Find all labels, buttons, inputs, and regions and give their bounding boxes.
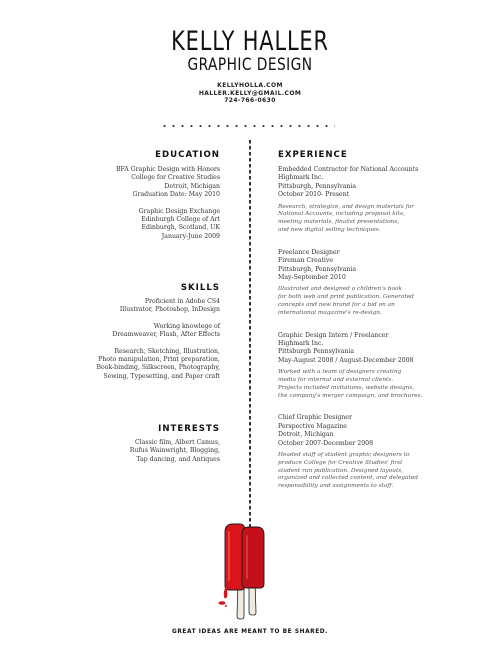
- job-title: Graphic Design Intern / Freelancer: [278, 331, 389, 339]
- job-dates: October 2010- Present: [278, 191, 350, 199]
- skill-line: Sewing, Typesetting, and Paper craft: [103, 372, 220, 380]
- skills-entry: [80, 323, 220, 340]
- interests-section: [80, 424, 220, 464]
- skills-entry: [80, 298, 220, 315]
- interest-line: Classic film, Albert Camus,: [135, 439, 220, 446]
- desc-line: produce College for Creative Studies' first: [278, 459, 403, 466]
- resume-header: [0, 28, 500, 105]
- desc-line: Worked with a team of designers creating: [278, 369, 402, 376]
- desc-line: Projects included invitations, website designs,: [278, 384, 415, 391]
- job-company: Highmark Inc.: [278, 340, 324, 348]
- job-description: [278, 452, 453, 491]
- desc-line: National Accounts, including proposal kits,: [278, 211, 405, 218]
- edu-line: BFA Graphic Design with Honors: [115, 166, 220, 173]
- interest-line: Rufus Wainwright, Blogging,: [129, 447, 220, 455]
- email-link[interactable]: HALLER.KELLY@GMAIL.COM: [198, 89, 302, 97]
- desc-line: international magazine's re-design.: [278, 309, 382, 316]
- desc-line: and new digital selling techniques.: [278, 227, 381, 234]
- desc-line: the company's merger campaign, and brochures.: [278, 392, 423, 399]
- contact-block: [0, 82, 500, 105]
- job-entry: [278, 414, 453, 491]
- skills-section: [80, 283, 220, 381]
- skill-line: Working knowlege of: [153, 322, 220, 330]
- name-title: KELLY HALLER: [171, 26, 329, 57]
- phone-number: 724-766-0630: [224, 97, 276, 104]
- job-dates: May-August 2008 / August-December 2008: [278, 356, 414, 364]
- job-details: [278, 332, 453, 366]
- job-details: [278, 414, 453, 448]
- edu-line: Graduation Date: May 2010: [132, 191, 220, 199]
- skill-line: Illustrator, Photoshop, InDesign: [119, 306, 220, 314]
- desc-line: media for internal and external clients.: [278, 377, 394, 384]
- edu-line: January-June 2009: [161, 232, 220, 240]
- desc-line: concepts and new brand for a bid on an: [278, 302, 395, 309]
- skill-line: Proficient in Adobe CS4: [144, 298, 220, 305]
- job-title: Freelance Designer: [278, 248, 340, 256]
- desc-line: Research, strategize, and design materials for: [278, 203, 414, 210]
- job-title: Chief Graphic Designer: [278, 414, 352, 422]
- desc-line: Headed staff of student graphic designers to: [278, 452, 410, 459]
- job-entry: [278, 332, 453, 401]
- edu-line: Edinburgh College of Art: [141, 216, 220, 224]
- footer-tagline: GREAT IDEAS ARE MEANT TO BE SHARED.: [171, 629, 328, 635]
- skill-line: Research, Sketching, Illustration,: [114, 347, 220, 355]
- interests-heading: INTERESTS: [158, 424, 220, 434]
- job-entry: [278, 166, 453, 235]
- education-section: [80, 150, 220, 241]
- desc-line: organized and collected content, and delegated: [278, 475, 419, 482]
- job-location: Detroit, Michigan: [278, 431, 334, 439]
- popsicle-ice: [225, 524, 264, 590]
- experience-section: [278, 150, 453, 491]
- job-location: Pittsburgh Pennsylvania: [278, 348, 355, 356]
- skill-line: Book-binding, Silkscreen, Photography,: [96, 364, 220, 372]
- job-details: [278, 166, 453, 200]
- education-entry: [80, 166, 220, 200]
- job-description: [278, 286, 453, 317]
- job-details: [278, 249, 453, 283]
- job-description: [278, 204, 453, 235]
- job-company: Fireman Creative: [278, 257, 334, 265]
- interest-line: Tap dancing, and Antiques: [136, 455, 220, 463]
- skills-entry: [80, 348, 220, 382]
- skills-heading: SKILLS: [180, 283, 220, 293]
- job-dates: October 2007-December 2008: [278, 439, 374, 447]
- job-location: Pittsburgh, Pennsylvania: [278, 265, 357, 273]
- edu-line: College for Creative Studies: [131, 174, 220, 182]
- interests-entry: [80, 439, 220, 464]
- skill-line: Photo manipulation, Print preparation,: [98, 356, 220, 364]
- job-company: Highmark Inc.: [278, 174, 324, 182]
- experience-heading: EXPERIENCE: [278, 150, 348, 160]
- skill-line: Dreamweaver, Flash, After Effects: [112, 331, 220, 339]
- edu-line: Edinburgh, Scotland, UK: [141, 224, 220, 232]
- dotted-divider: [160, 125, 335, 127]
- popsicle-illustration: [214, 520, 274, 625]
- job-description: [278, 369, 453, 400]
- drip-icon: [219, 586, 228, 607]
- desc-line: Illustrated and designed a children's book: [278, 286, 402, 293]
- education-entry: [80, 208, 220, 242]
- edu-line: Graphic Design Exchange: [138, 207, 220, 215]
- desc-line: student run publication. Designed layouts,: [278, 467, 404, 474]
- job-location: Pittsburgh, Pennsylvania: [278, 182, 357, 190]
- website-link[interactable]: KELLYHOLLA.COM: [217, 82, 283, 89]
- education-heading: EDUCATION: [155, 150, 220, 160]
- desc-line: responsibility and assignments to staff.: [278, 483, 394, 490]
- desc-line: for both web and print publication. Generated: [278, 294, 414, 301]
- job-dates: May-September 2010: [278, 274, 346, 282]
- job-title: Embedded Contractor for National Accounts: [278, 166, 419, 173]
- job-entry: [278, 249, 453, 318]
- role-subtitle: GRAPHIC DESIGN: [187, 55, 313, 75]
- desc-line: meeting materials, finalist presentations,: [278, 219, 400, 226]
- job-company: Perspective Magazine: [278, 422, 347, 430]
- edu-line: Detroit, Michigan: [164, 182, 220, 190]
